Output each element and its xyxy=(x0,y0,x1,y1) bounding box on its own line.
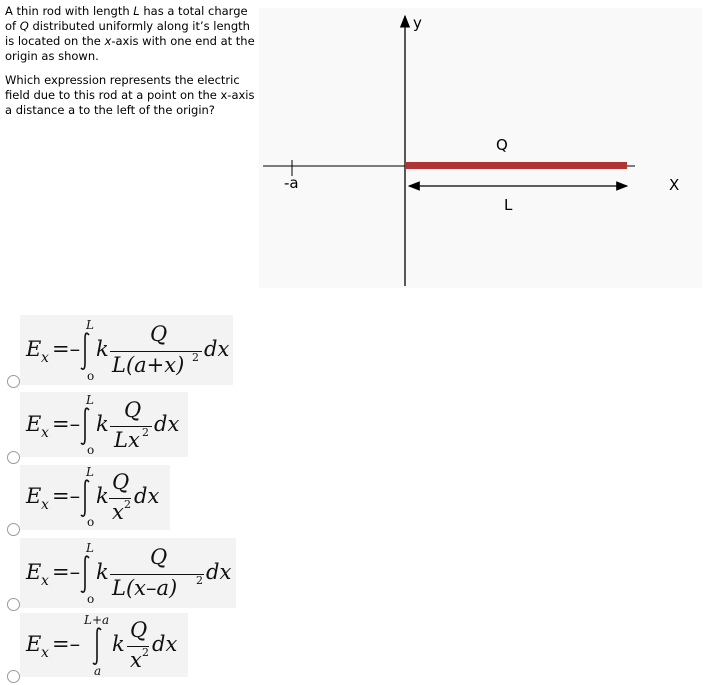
formula-equals: =– xyxy=(52,412,81,436)
exponent: 2 xyxy=(142,646,149,659)
upper-limit: L xyxy=(86,318,94,332)
differential: dx xyxy=(154,412,180,436)
choice-2 xyxy=(0,392,240,467)
upper-limit: L+a xyxy=(84,613,110,627)
formula-E: E xyxy=(26,337,42,361)
numerator: Q xyxy=(112,470,130,494)
question-paragraph-1: A thin rod with length L has a total charge of Q distributed uniformly along it’s length is located on the x-axis with one end at the origin as shown. xyxy=(5,4,255,63)
lower-limit: o xyxy=(87,515,95,529)
integral-sign-icon xyxy=(78,331,92,371)
question-text xyxy=(5,4,257,127)
numerator: Q xyxy=(130,618,148,642)
choice-5-radio[interactable] xyxy=(7,670,20,683)
formula-subscript: x xyxy=(41,645,49,661)
formula-2 xyxy=(20,392,188,457)
formula-E: E xyxy=(26,560,42,584)
fraction-bar xyxy=(110,351,202,352)
lower-limit: o xyxy=(87,592,95,606)
formula-equals: =– xyxy=(52,337,81,361)
formula-subscript: x xyxy=(41,350,49,366)
question-paragraph-2: Which expression represents the electric field due to this rod at a point on the x-axis a distance a to the left of the origin? xyxy=(5,73,255,117)
lower-limit: o xyxy=(87,369,95,383)
integral-sign-icon xyxy=(78,478,92,518)
lower-limit: a xyxy=(94,664,102,678)
choice-1-radio[interactable] xyxy=(7,375,20,388)
formula-k: k xyxy=(96,412,109,436)
integral-sign-icon xyxy=(90,626,104,666)
choice-4 xyxy=(0,538,240,613)
choice-3-radio[interactable] xyxy=(7,523,20,536)
length-label: L xyxy=(504,196,513,214)
denominator: x xyxy=(130,648,142,672)
exponent: 2 xyxy=(142,426,149,439)
numerator: Q xyxy=(124,398,142,422)
exponent: 2 xyxy=(192,351,199,364)
y-axis-label: y xyxy=(413,14,422,32)
formula-k: k xyxy=(96,337,109,361)
differential: dx xyxy=(206,560,232,584)
upper-limit: L xyxy=(86,465,94,479)
lower-limit: o xyxy=(87,443,95,457)
exponent: 2 xyxy=(196,574,203,587)
formula-k: k xyxy=(96,560,109,584)
formula-4 xyxy=(20,538,236,608)
formula-k: k xyxy=(112,632,125,656)
denominator: x xyxy=(112,500,124,524)
numerator: Q xyxy=(150,322,168,346)
upper-limit: L xyxy=(86,541,94,555)
choice-3 xyxy=(0,465,240,540)
choice-1 xyxy=(0,315,240,390)
formula-1 xyxy=(20,315,233,385)
integral-sign-icon xyxy=(78,406,92,446)
denominator: Lx xyxy=(114,428,140,452)
denominator: L(a+x) xyxy=(112,353,185,377)
x-axis-label: X xyxy=(669,176,680,194)
diagram-svg xyxy=(259,8,702,288)
differential: dx xyxy=(152,632,178,656)
formula-E: E xyxy=(26,632,42,656)
formula-k: k xyxy=(96,484,109,508)
formula-3 xyxy=(20,465,170,530)
upper-limit: L xyxy=(86,393,94,407)
choice-5 xyxy=(0,613,240,685)
formula-equals: =– xyxy=(52,484,81,508)
formula-E: E xyxy=(26,484,42,508)
formula-subscript: x xyxy=(41,573,49,589)
choice-2-radio[interactable] xyxy=(7,451,20,464)
numerator: Q xyxy=(150,545,168,569)
charge-label: Q xyxy=(496,136,508,154)
formula-equals: =– xyxy=(52,560,81,584)
formula-equals: =– xyxy=(52,632,81,656)
differential: dx xyxy=(134,484,160,508)
differential: dx xyxy=(204,337,230,361)
formula-subscript: x xyxy=(41,425,49,441)
choice-4-radio[interactable] xyxy=(7,598,20,611)
formula-subscript: x xyxy=(41,497,49,513)
rod-diagram xyxy=(259,8,702,288)
denominator: L(x–a) xyxy=(112,576,178,600)
exponent: 2 xyxy=(124,498,131,511)
integral-sign-icon xyxy=(78,554,92,594)
charged-rod xyxy=(405,162,627,169)
neg-a-label: -a xyxy=(284,174,299,192)
formula-5 xyxy=(20,613,188,677)
formula-E: E xyxy=(26,412,42,436)
fraction-bar xyxy=(110,574,204,575)
